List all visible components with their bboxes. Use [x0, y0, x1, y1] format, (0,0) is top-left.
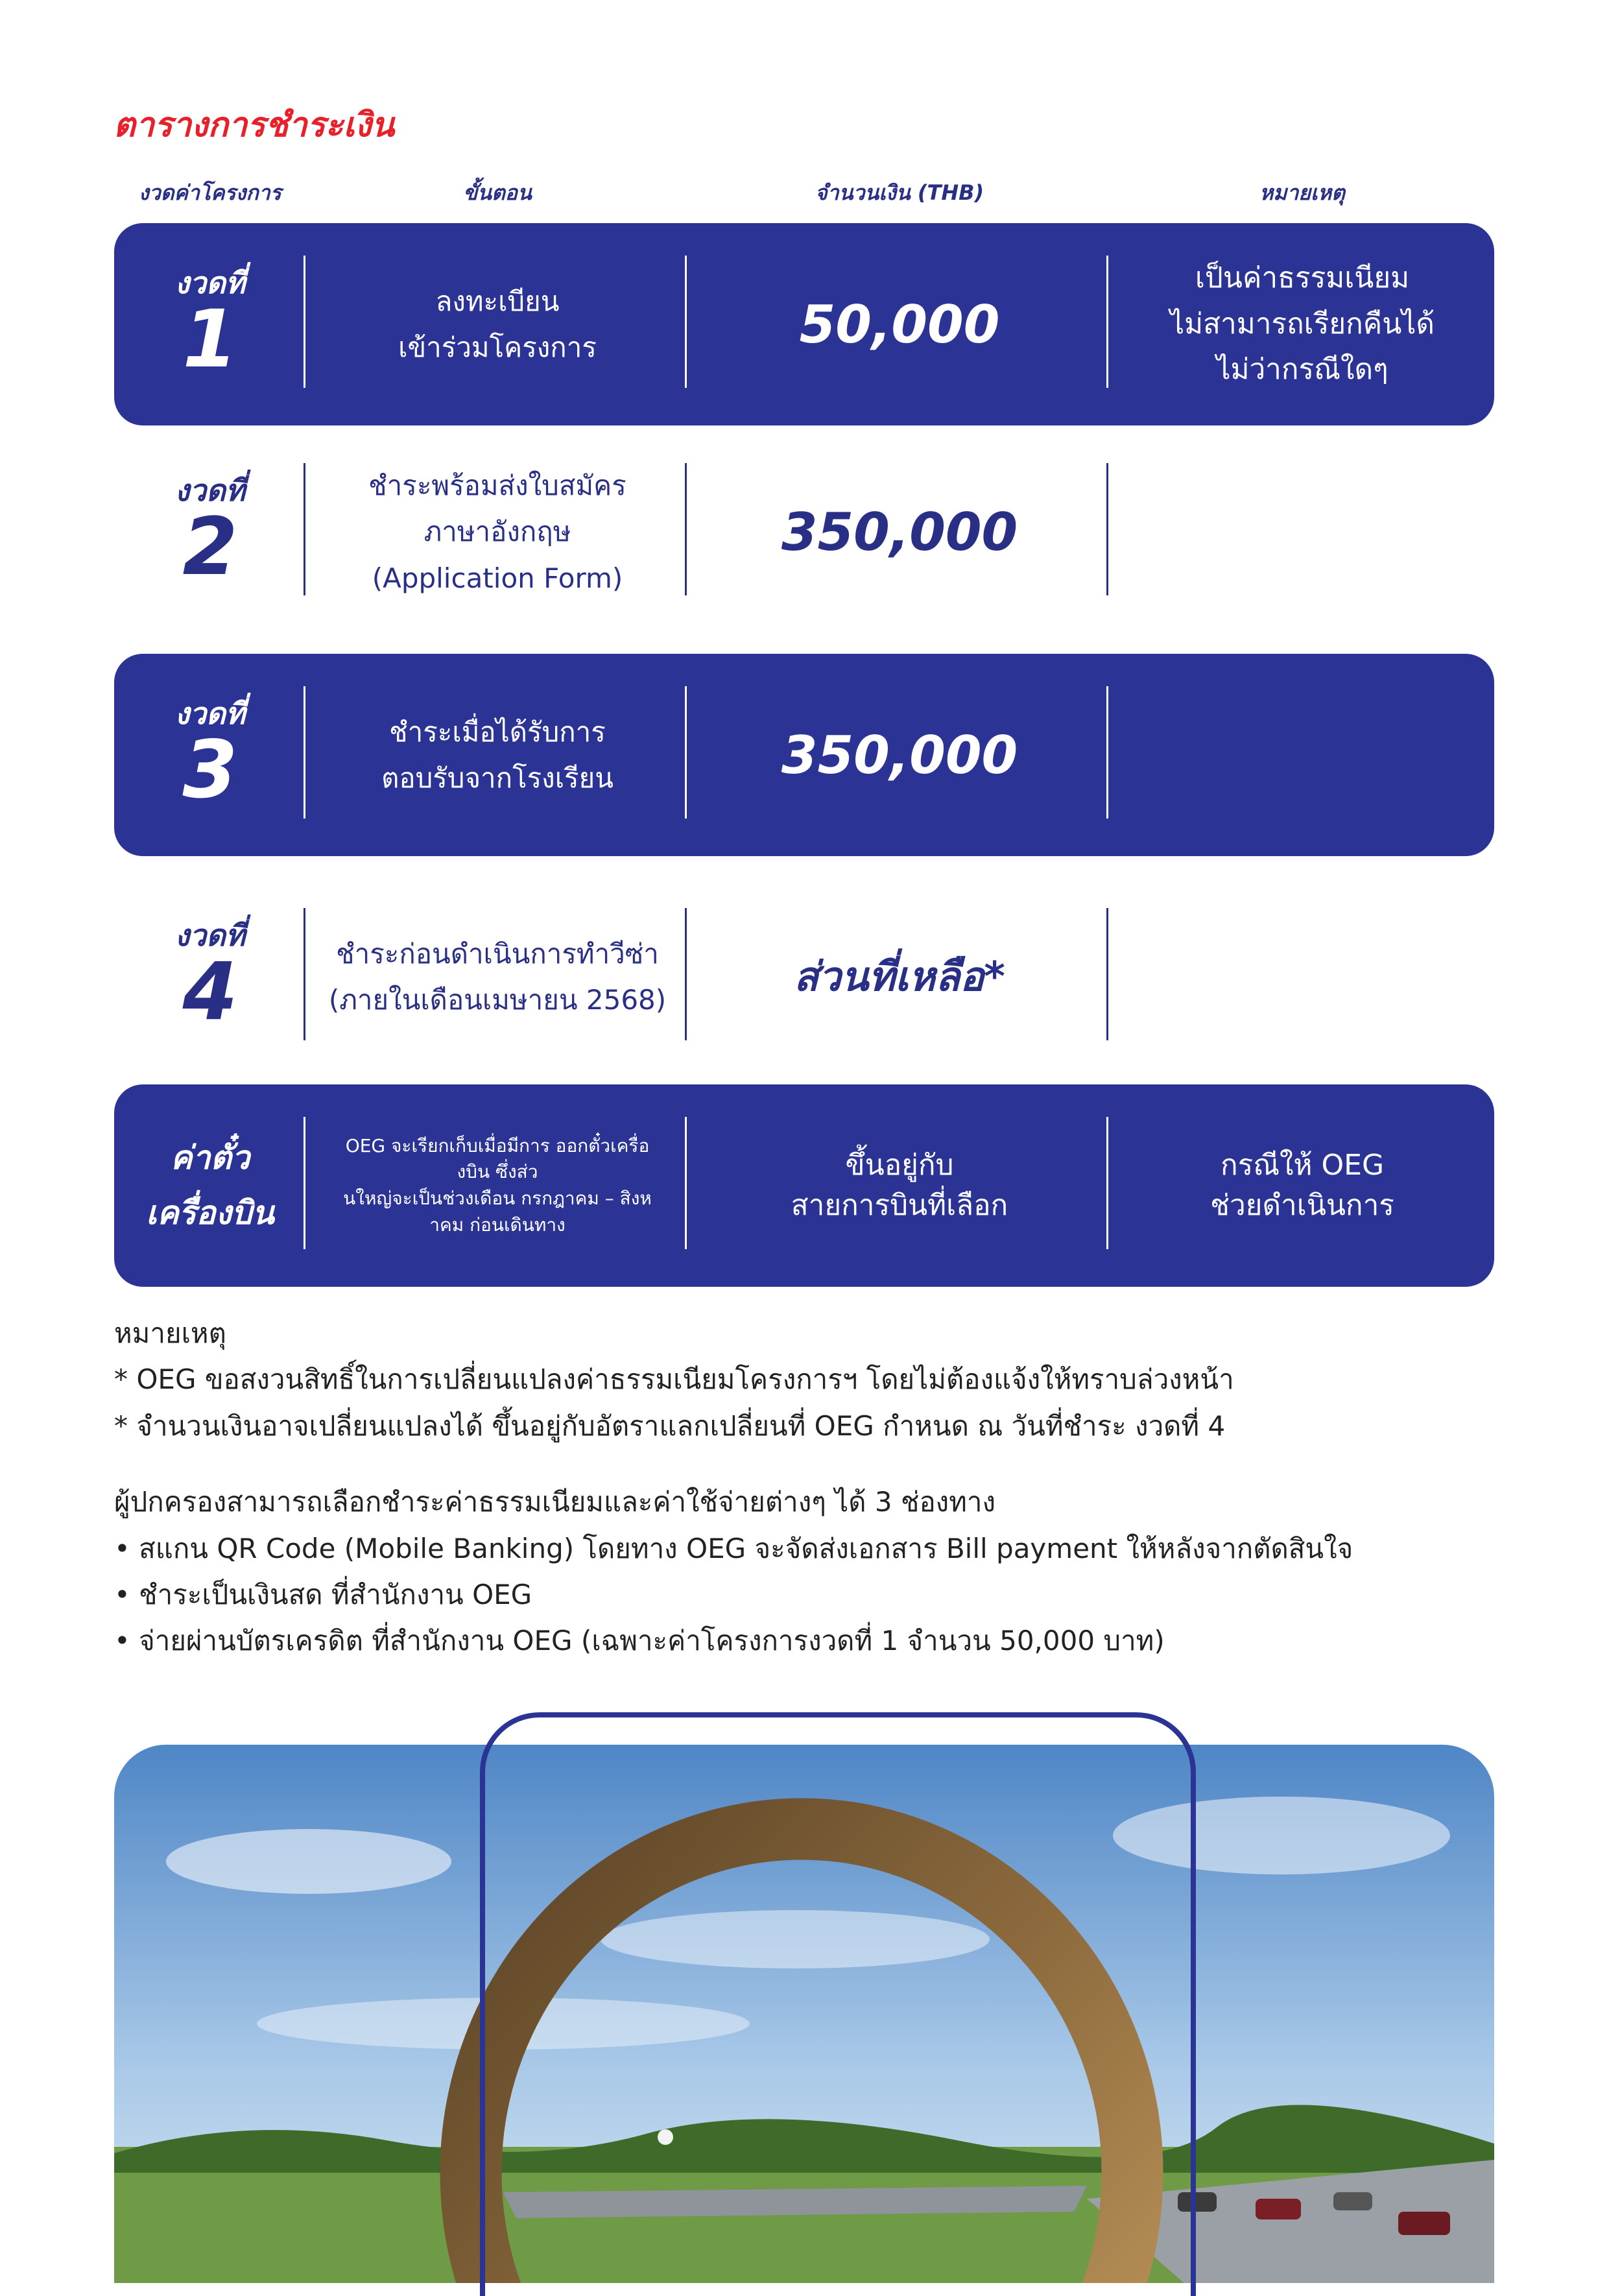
column-header-step: ขั้นตอน	[463, 180, 532, 205]
remark-line: * OEG ขอสงวนสิทธิ์ในการเปลี่ยนแปลงค่าธรรมเนียมโครงการฯ โดยไม่ต้องแจ้งให้ทราบล่วงหน้า	[114, 1363, 1234, 1396]
step-line: าคม ก่อนเดินทาง	[429, 1214, 566, 1236]
step-line: (ภายในเดือนเมษายน 2568)	[328, 984, 667, 1016]
installment-cell	[114, 876, 306, 1078]
column-divider	[304, 463, 305, 595]
column-divider	[685, 463, 687, 595]
airfare-label-line: เครื่องบิน	[146, 1194, 274, 1232]
column-divider	[1106, 686, 1108, 819]
column-divider	[685, 908, 687, 1040]
step-line: นใหญ่จะเป็นช่วงเดือน กรกฎาคม – สิงห	[343, 1188, 652, 1209]
photo-frame-outline	[480, 1712, 1196, 2296]
note-cell	[1110, 223, 1494, 425]
remarks-section	[114, 1310, 1508, 1664]
amount-cell	[689, 876, 1110, 1078]
step-line: ชำระก่อนดำเนินการทำวีซ่า	[336, 937, 659, 970]
installment-cell	[114, 1084, 306, 1287]
amount-cell	[689, 1084, 1110, 1287]
spacer	[114, 1449, 1508, 1479]
page-title: ตารางการชำระเงิน	[113, 106, 395, 145]
step-line: ภาษาอังกฤษ	[423, 516, 571, 548]
table-row-installment-3	[114, 654, 1494, 856]
column-divider	[304, 908, 305, 1040]
amount-line: ขึ้นอยู่กับ	[845, 1149, 954, 1182]
step-line: ลงทะเบียน	[435, 285, 560, 317]
note-line: ไม่สามารถเรียกคืนได้	[1170, 307, 1435, 341]
installment-number: 4	[182, 945, 238, 1038]
amount-value: 350,000	[781, 724, 1018, 785]
step-line: (Application Form)	[372, 562, 623, 594]
column-divider	[304, 256, 305, 388]
installment-number: 1	[182, 293, 238, 385]
step-cell	[306, 876, 689, 1078]
table-row-airfare	[114, 1084, 1494, 1287]
step-line: ตอบรับจากโรงเรียน	[381, 762, 614, 794]
step-cell	[306, 1084, 689, 1287]
amount-value: 350,000	[781, 501, 1018, 562]
airfare-label-line: ค่าตั๋ว	[170, 1139, 250, 1177]
amount-value: ส่วนที่เหลือ*	[794, 953, 1005, 1000]
table-row-installment-2	[114, 431, 1494, 633]
installment-label: งวดที่	[174, 472, 246, 508]
note-cell	[1110, 1084, 1494, 1287]
column-divider	[1106, 908, 1108, 1040]
amount-value: 50,000	[799, 294, 1000, 355]
column-divider	[1106, 463, 1108, 595]
note-line: เป็นค่าธรรมเนียม	[1195, 261, 1410, 295]
column-divider	[685, 1117, 687, 1249]
note-line: กรณีให้ OEG	[1220, 1149, 1385, 1182]
installment-cell	[114, 223, 306, 425]
note-line: ไม่ว่ากรณีใดๆ	[1216, 353, 1389, 387]
payment-method-item: • ชำระเป็นเงินสด ที่สำนักงาน OEG	[114, 1578, 532, 1610]
step-line: งบิน ซึ่งส่ว	[457, 1161, 538, 1183]
payment-method-item: • จ่ายผ่านบัตรเครดิต ที่สำนักงาน OEG (เฉพาะค่าโครงการงวดที่ 1 จำนวน 50,000 บาท)	[114, 1625, 1165, 1657]
amount-cell	[689, 654, 1110, 856]
payment-method-item: • สแกน QR Code (Mobile Banking) โดยทาง OEG จะจัดส่งเอกสาร Bill payment ให้หลังจากตัดสินใจ	[114, 1532, 1353, 1564]
column-divider	[685, 256, 687, 388]
step-line: เข้าร่วมโครงการ	[398, 331, 597, 363]
column-header-installment: งวดค่าโครงการ	[139, 180, 281, 205]
note-line: ช่วยดำเนินการ	[1210, 1189, 1394, 1222]
column-header-amount: จำนวนเงิน (THB)	[815, 180, 984, 205]
payment-intro: ผู้ปกครองสามารถเลือกชำระค่าธรรมเนียมและค่าใช้จ่ายต่างๆ ได้ 3 ช่องทาง	[114, 1486, 995, 1518]
column-divider	[304, 686, 305, 819]
step-cell	[306, 654, 689, 856]
step-line: ชำระเมื่อได้รับการ	[389, 715, 606, 748]
amount-line: สายการบินที่เลือก	[791, 1189, 1008, 1222]
column-divider	[685, 686, 687, 819]
installment-cell	[114, 431, 306, 633]
step-cell	[306, 223, 689, 425]
step-line: OEG จะเรียกเก็บเมื่อมีการ ออกตั๋วเครื่อ	[345, 1134, 650, 1156]
table-row-installment-1	[114, 223, 1494, 425]
column-divider	[1106, 256, 1108, 388]
amount-cell	[689, 431, 1110, 633]
installment-label: งวดที่	[174, 695, 246, 731]
remarks-heading: หมายเหตุ	[114, 1317, 226, 1349]
step-line: ชำระพร้อมส่งใบสมัคร	[368, 469, 626, 501]
note-cell	[1110, 431, 1494, 633]
column-divider	[1106, 1117, 1108, 1249]
table-row-installment-4	[114, 876, 1494, 1078]
amount-cell	[689, 223, 1110, 425]
remark-line: * จำนวนเงินอาจเปลี่ยนแปลงได้ ขึ้นอยู่กับอัตราแลกเปลี่ยนที่ OEG กำหนด ณ วันที่ชำระ งวดที่ 4	[114, 1409, 1226, 1442]
installment-number: 3	[182, 723, 238, 816]
column-divider	[304, 1117, 305, 1249]
step-cell	[306, 431, 689, 633]
installment-label: งวดที่	[174, 917, 246, 953]
note-cell	[1110, 654, 1494, 856]
installment-label: งวดที่	[174, 265, 246, 300]
installment-cell	[114, 654, 306, 856]
installment-number: 2	[182, 500, 238, 593]
note-cell	[1110, 876, 1494, 1078]
column-header-note: หมายเหตุ	[1259, 180, 1345, 205]
